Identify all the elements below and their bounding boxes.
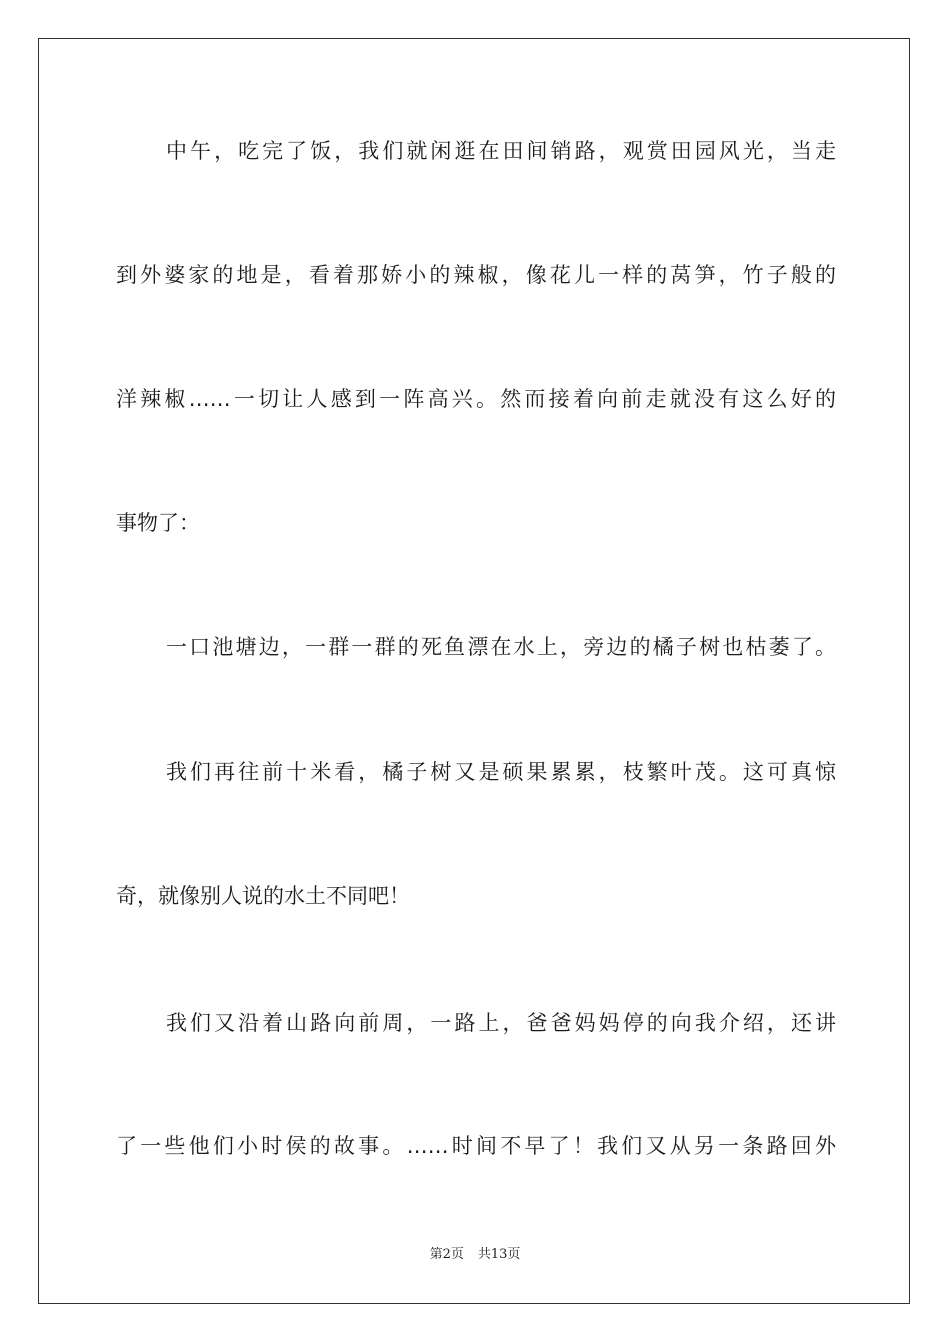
text-line: 洋辣椒……一切让人感到一阵高兴。然而接着向前走就没有这么好的 — [116, 387, 836, 411]
page-border — [38, 38, 910, 1304]
page-number: 第2页 — [429, 1247, 464, 1262]
text-line: 一口池塘边，一群一群的死鱼漂在水上，旁边的橘子树也枯萎了。 — [166, 635, 836, 659]
text-line: 我们再往前十米看，橘子树又是硕果累累，枝繁叶茂。这可真惊 — [166, 760, 836, 784]
text-line: 事物了： — [116, 511, 200, 535]
text-line: 我们又沿着山路向前周，一路上，爸爸妈妈停的向我介绍，还讲 — [166, 1011, 836, 1035]
page-footer — [0, 1247, 950, 1263]
text-line: 中午，吃完了饭，我们就闲逛在田间销路，观赏田园风光，当走 — [166, 139, 836, 163]
page-total: 共13页 — [477, 1247, 521, 1262]
text-line: 奇，就像别人说的水土不同吧！ — [116, 884, 410, 908]
text-line: 到外婆家的地是，看着那娇小的辣椒，像花儿一样的莴笋，竹子般的 — [116, 263, 836, 287]
text-line: 了一些他们小时侯的故事。……时间不早了！我们又从另一条路回外 — [116, 1134, 836, 1158]
